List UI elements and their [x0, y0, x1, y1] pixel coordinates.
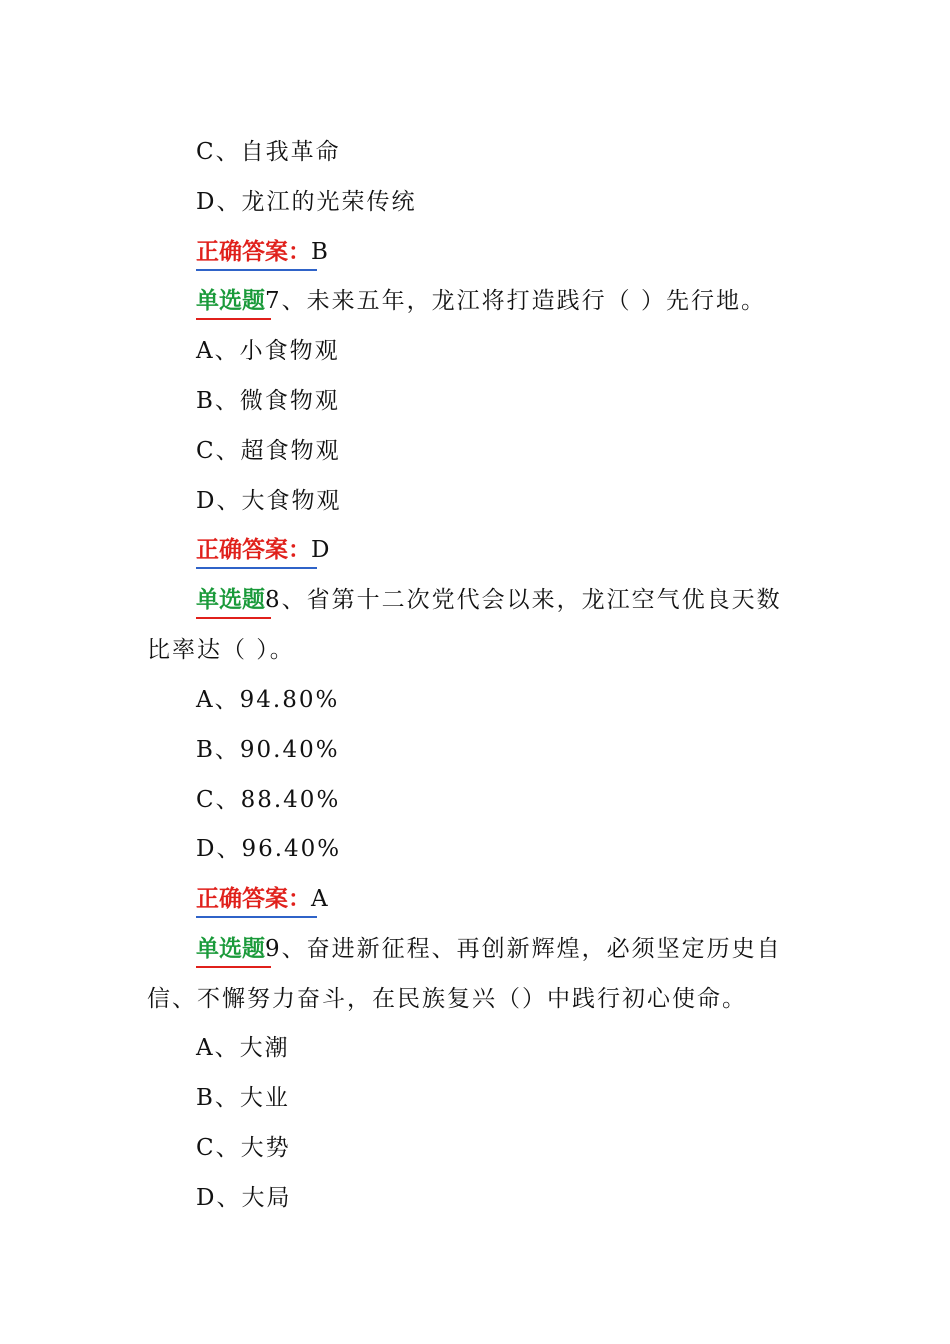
option-text: C、88.40%: [196, 787, 341, 813]
option-text: A、94.80%: [196, 687, 340, 713]
option-text: C、大势: [196, 1135, 291, 1161]
question-text: 9、奋进新征程、再创新辉煌，必须坚定历史自: [265, 936, 782, 962]
option-line: [0, 331, 950, 371]
option-line: [0, 1128, 950, 1168]
option-text: A、小食物观: [196, 338, 340, 364]
question-line: [0, 281, 950, 321]
option-line: [0, 381, 950, 421]
option-line: [0, 829, 950, 869]
option-line: [0, 1178, 950, 1218]
option-text: D、龙江的光荣传统: [196, 189, 417, 215]
answer-label: 正确答案：: [196, 879, 311, 919]
answer-line: [0, 530, 950, 570]
option-line: [0, 780, 950, 820]
option-line: [0, 132, 950, 172]
question-continuation: [0, 630, 950, 670]
option-text: C、自我革命: [196, 139, 341, 165]
option-line: [0, 1028, 950, 1068]
answer-value: A: [311, 886, 330, 912]
answer-value: B: [311, 239, 330, 265]
answer-value: D: [311, 537, 332, 563]
option-line: [0, 680, 950, 720]
question-text: 信、不懈努力奋斗，在民族复兴（）中践行初心使命。: [147, 986, 747, 1012]
question-type-label: 单选题: [196, 580, 265, 620]
answer-line: [0, 232, 950, 272]
option-text: D、96.40%: [196, 836, 342, 862]
option-text: D、大局: [196, 1185, 292, 1211]
option-line: [0, 481, 950, 521]
answer-label: 正确答案：: [196, 530, 311, 570]
question-line: [0, 580, 950, 620]
option-line: [0, 431, 950, 471]
option-text: D、大食物观: [196, 488, 342, 514]
question-continuation: [0, 979, 950, 1019]
option-text: A、大潮: [196, 1035, 290, 1061]
option-text: B、微食物观: [196, 388, 340, 414]
question-text: 7、未来五年，龙江将打造践行（ ）先行地。: [265, 288, 766, 314]
question-type-label: 单选题: [196, 281, 265, 321]
option-text: B、大业: [196, 1085, 290, 1111]
answer-line: [0, 879, 950, 919]
option-line: [0, 730, 950, 770]
question-text: 8、省第十二次党代会以来，龙江空气优良天数: [265, 587, 782, 613]
question-text: 比率达（ ）。: [147, 637, 295, 663]
question-type-label: 单选题: [196, 929, 265, 969]
option-line: [0, 182, 950, 222]
answer-label: 正确答案：: [196, 232, 311, 272]
question-line: [0, 929, 950, 969]
option-text: B、90.40%: [196, 737, 340, 763]
option-line: [0, 1078, 950, 1118]
option-text: C、超食物观: [196, 438, 341, 464]
